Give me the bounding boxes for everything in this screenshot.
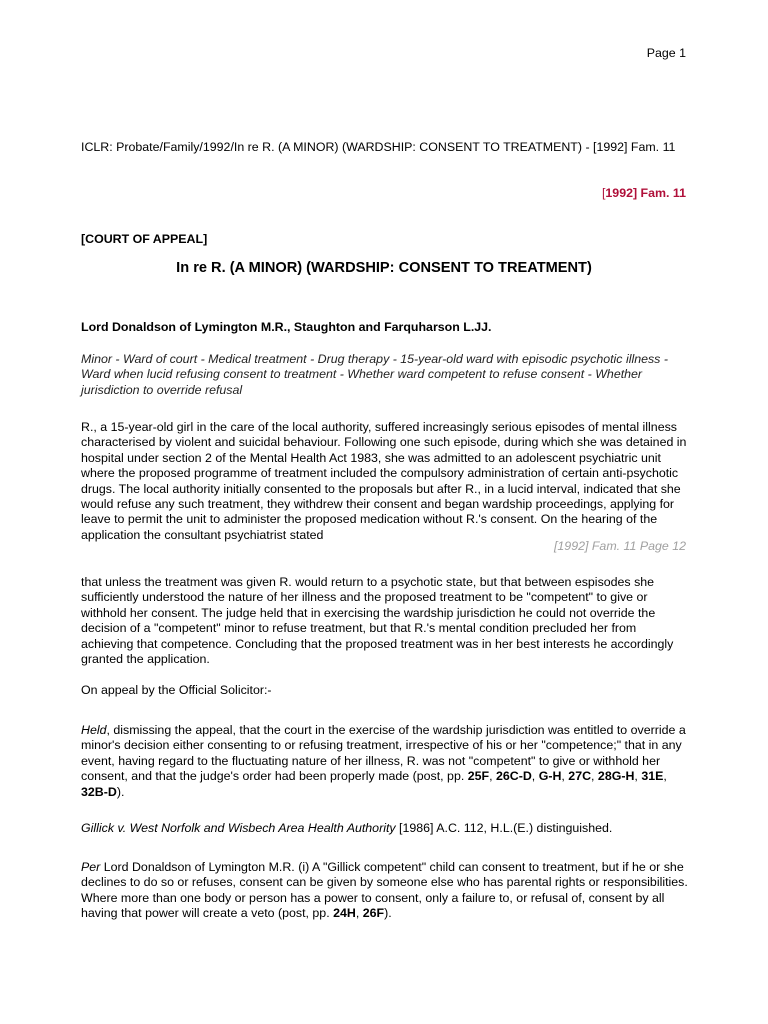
held-ref-link[interactable]: 25F [467, 769, 490, 784]
held-end: ). [116, 784, 125, 799]
held-text: , dismissing the appeal, that the court in the exercise of the wardship jurisdiction was entitled to override a minor's decision either consenting to or refusing treatment, irrespective of his or her "competence;" that in any event, having regard to the fluctuating nature of her illness, R. was not "competent" to give or withhold her consent, and that the judge's order had been properly made (post, pp. [81, 723, 686, 784]
page-number: Page 1 [646, 46, 686, 60]
gillick-case-name[interactable]: Gillick v. West Norfolk and Wisbech Area Health Authority [81, 821, 396, 835]
held-paragraph: Held, dismissing the appeal, that the court in the exercise of the wardship jurisdiction was entitled to override a minor's decision either consenting to or refusing treatment, irrespective of his or her "competence;" that in any event, having regard to the fluctuating nature of her illness, R. was not "competent" to give or withhold her consent, and that the judge's order had been properly made (post, pp. 25F, 26C-D, G-H, 27C, 28G-H, 31E, 32B-D). [81, 723, 686, 799]
held-ref-link[interactable]: 28G-H [597, 769, 635, 784]
iclr-reference-line: ICLR: Probate/Family/1992/In re R. (A MINOR) (WARDSHIP: CONSENT TO TREATMENT) - [1992] Fam. 11 [81, 140, 676, 154]
held-ref-link[interactable]: 31E [641, 769, 664, 784]
appeal-line: On appeal by the Official Solicitor:- [81, 683, 272, 697]
per-end: ). [384, 906, 392, 921]
case-title: In re R. (A MINOR) (WARDSHIP: CONSENT TO TREATMENT) [176, 260, 592, 276]
per-paragraph: Per Lord Donaldson of Lymington M.R. (i) A "Gillick competent" child can consent to treatment, but if he or she declines to do so or refuses, consent can be given by someone else who has parental rights or responsibilities. Where more than one body or person has a power to consent, only a failure to, or refusal of, consent by all having that power will create a veto (post, pp. 24H, 26F). [81, 860, 688, 921]
per-text: Lord Donaldson of Lymington M.R. (i) A "Gillick competent" child can consent to treatment, but if he or she declines to do so or refuses, consent can be given by someone else who has parental rights or responsibilities. Where more than one body or person has a power to consent, only a failure to, or refusal of, consent by all having that power will create a veto (post, pp. [81, 860, 688, 921]
held-ref-link[interactable]: 27C [568, 769, 592, 784]
gillick-rest: [1986] A.C. 112, H.L.(E.) distinguished. [395, 821, 613, 835]
report-citation[interactable] [602, 186, 686, 200]
citation-bracket: [ [601, 186, 606, 200]
headnote-facts-paragraph-2: that unless the treatment was given R. would return to a psychotic state, but that between espisodes she sufficiently understood the nature of her illness and the proposed treatment to be "competent" to give or withhold her consent. The judge held that in exercising the wardship jurisdiction he could not override the decision of a "competent" minor to refuse treatment, but that R.'s mental condition precluded her from achieving that competence. Concluding that the proposed treatment was in her best interests he accordingly granted the application. [81, 575, 674, 667]
held-ref-link[interactable]: G-H [538, 769, 562, 784]
held-ref-link[interactable]: 26C-D [495, 769, 532, 784]
court-name: [COURT OF APPEAL] [81, 232, 208, 246]
per-ref-link[interactable]: 26F [362, 906, 385, 921]
held-ref-link[interactable]: 32B-D [81, 784, 117, 799]
gillick-paragraph [81, 821, 691, 836]
citation-text: 1992] Fam. 11 [605, 186, 686, 200]
headnote-facts-paragraph-1: R., a 15-year-old girl in the care of the local authority, suffered increasingly serious episodes of mental illness characterised by violent and suicidal behaviour. Following one such episode, during which she was detained in hospital under section 2 of the Mental Health Act 1983, she was admitted to an adolescent psychiatric unit where the proposed programme of treatment included the compulsory administration of certain anti-psychotic drugs. The local authority initially consented to the proposals but after R., in a lucid interval, indicated that she would refuse any such treatment, they withdrew their consent and began wardship proceedings, applying for leave to permit the unit to administer the proposed medication without R.'s consent. On the hearing of the application the consultant psychiatrist stated [81, 420, 687, 542]
held-label: Held [81, 723, 107, 737]
catchwords: Minor - Ward of court - Medical treatment - Drug therapy - 15-year-old ward with episodic psychotic illness - Ward when lucid refusing consent to treatment - Whether ward competent to refuse consent - Whether jurisdiction to override refusal [81, 352, 668, 397]
per-ref-link[interactable]: 24H [333, 906, 356, 921]
per-label: Per [81, 860, 101, 874]
judges-line: Lord Donaldson of Lymington M.R., Staughton and Farquharson L.JJ. [81, 320, 492, 334]
page-marker: [1992] Fam. 11 Page 12 [553, 539, 686, 553]
